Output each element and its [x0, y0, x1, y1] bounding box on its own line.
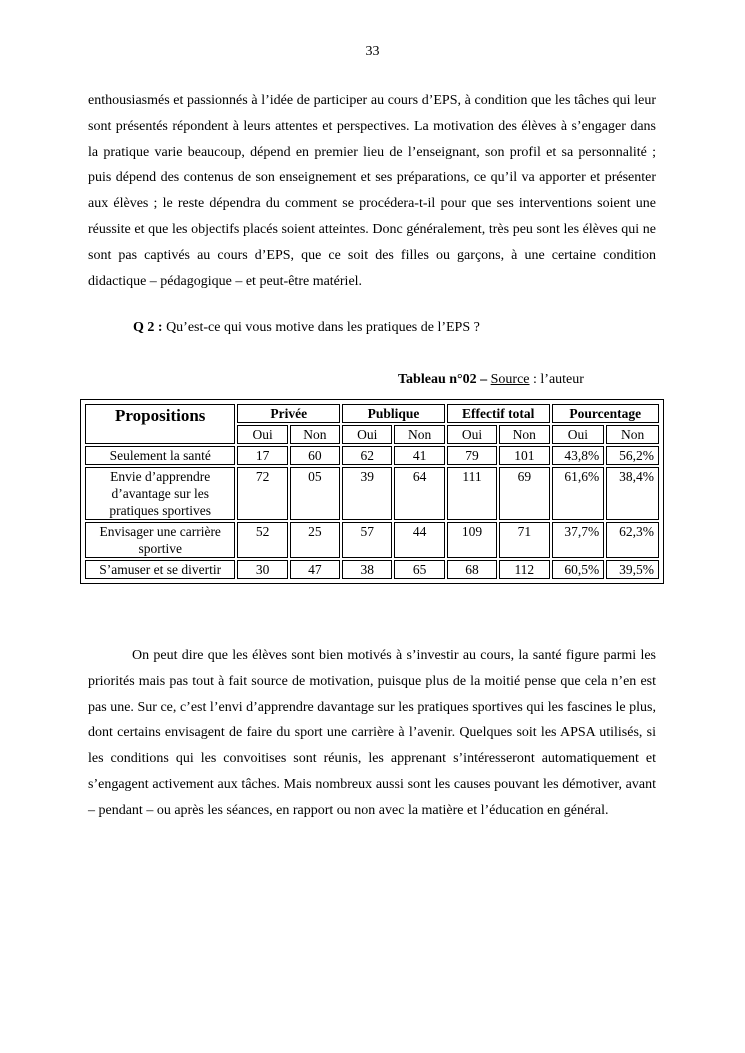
group-header-publique: Publique	[342, 404, 445, 423]
paragraph-analysis: On peut dire que les élèves sont bien motivés à s’investir au cours, la santé figure parmi les priorités mais pas tout à fait source de motivation, puisque plus de la moitié pense que cela n’en est pas une. Sur ce, c’est l’envi d’apprendre davantage sur les pratiques sportives qui les fascines le plus, dont certains envisagent de faire du sport une carrière à l’avenir. Quelques soit les APSA utilisés, si les conditions qui les convoitises sont réunis, les apprenant s’intéresseront automatiquement et s’engagent activement aux tâches. Mais nombreux aussi sont les causes pouvant les démotiver, avant – pendant – ou après les séances, en rapport ou non avec la matière et l’éducation en général.	[88, 648, 656, 818]
table-cell: 64	[394, 467, 444, 520]
table-cell: 57	[342, 522, 392, 558]
group-header-effectif-total: Effectif total	[447, 404, 550, 423]
table-cell: 17	[237, 446, 287, 465]
row-label: S’amuser et se divertir	[85, 560, 235, 579]
table-cell: 62,3%	[606, 522, 659, 558]
table-cell: 112	[499, 560, 549, 579]
table-cell: 69	[499, 467, 549, 520]
table-cell: 62	[342, 446, 392, 465]
table-cell: 101	[499, 446, 549, 465]
table-cell: 61,6%	[552, 467, 605, 520]
table-caption	[398, 372, 584, 388]
paragraph-intro: enthousiasmés et passionnés à l’idée de participer au cours d’EPS, à condition que les tâches qui leur sont présentés répondent à leurs attentes et perspectives. La motivation des élèves à s’engager dans la pratique varie beaucoup, dépend en premier lieu de l’enseignant, son profil et sa personnalité ; puis dépend des contenus de son enseignement et ses préparations, ce qu’il va apporter et présenter aux élèves ; le reste dépendra du comment se procédera-t-il pour que ses interventions soient une réussite et que les objectifs placés soient atteintes. Donc généralement, très peu sont les élèves qui ne sont pas captivés au cours d’EPS, que ce soit des filles ou garçons, à une certaine condition didactique – pédagogique – et peut-être matériel.	[88, 93, 656, 289]
table-cell: 65	[394, 560, 444, 579]
caption-source-value: : l’auteur	[533, 372, 584, 387]
table-cell: 43,8%	[552, 446, 605, 465]
table-cell: 44	[394, 522, 444, 558]
table-cell: 39,5%	[606, 560, 659, 579]
table-cell: 111	[447, 467, 497, 520]
table-cell: 60	[290, 446, 340, 465]
table-row	[85, 446, 659, 465]
table-cell: 25	[290, 522, 340, 558]
table-cell: 30	[237, 560, 287, 579]
motivation-table-frame	[80, 399, 664, 584]
row-label: Envie d’apprendre d’avantage sur les pratiques sportives	[85, 467, 235, 520]
question-text: Qu’est-ce qui vous motive dans les pratiques de l’EPS ?	[162, 320, 480, 335]
table-cell: 39	[342, 467, 392, 520]
table-cell: 37,7%	[552, 522, 605, 558]
subheader-cell: Non	[290, 425, 340, 444]
table-cell: 79	[447, 446, 497, 465]
subheader-cell: Non	[606, 425, 659, 444]
table-cell: 38	[342, 560, 392, 579]
table-row	[85, 560, 659, 579]
row-label: Envisager une carrière sportive	[85, 522, 235, 558]
subheader-cell: Oui	[552, 425, 605, 444]
subheader-cell: Non	[394, 425, 444, 444]
table-cell: 05	[290, 467, 340, 520]
row-label: Seulement la santé	[85, 446, 235, 465]
table-cell: 71	[499, 522, 549, 558]
table-cell: 109	[447, 522, 497, 558]
table-row	[85, 467, 659, 520]
caption-source-label: Source	[490, 372, 530, 387]
table-cell: 68	[447, 560, 497, 579]
table-header-row	[85, 404, 659, 423]
question-2	[133, 320, 480, 336]
question-label: Q 2 :	[133, 320, 163, 335]
table-cell: 52	[237, 522, 287, 558]
group-header-pourcentage: Pourcentage	[552, 404, 659, 423]
propositions-header: Propositions	[85, 404, 235, 444]
page-number: 33	[365, 44, 380, 59]
table-cell: 47	[290, 560, 340, 579]
caption-title: Tableau n°02 –	[398, 372, 488, 387]
table-cell: 56,2%	[606, 446, 659, 465]
table-row	[85, 522, 659, 558]
group-header-privee: Privée	[237, 404, 340, 423]
table-cell: 41	[394, 446, 444, 465]
subheader-cell: Non	[499, 425, 549, 444]
motivation-table	[83, 402, 661, 581]
subheader-cell: Oui	[342, 425, 392, 444]
table-cell: 72	[237, 467, 287, 520]
table-cell: 60,5%	[552, 560, 605, 579]
subheader-cell: Oui	[447, 425, 497, 444]
subheader-cell: Oui	[237, 425, 287, 444]
table-cell: 38,4%	[606, 467, 659, 520]
